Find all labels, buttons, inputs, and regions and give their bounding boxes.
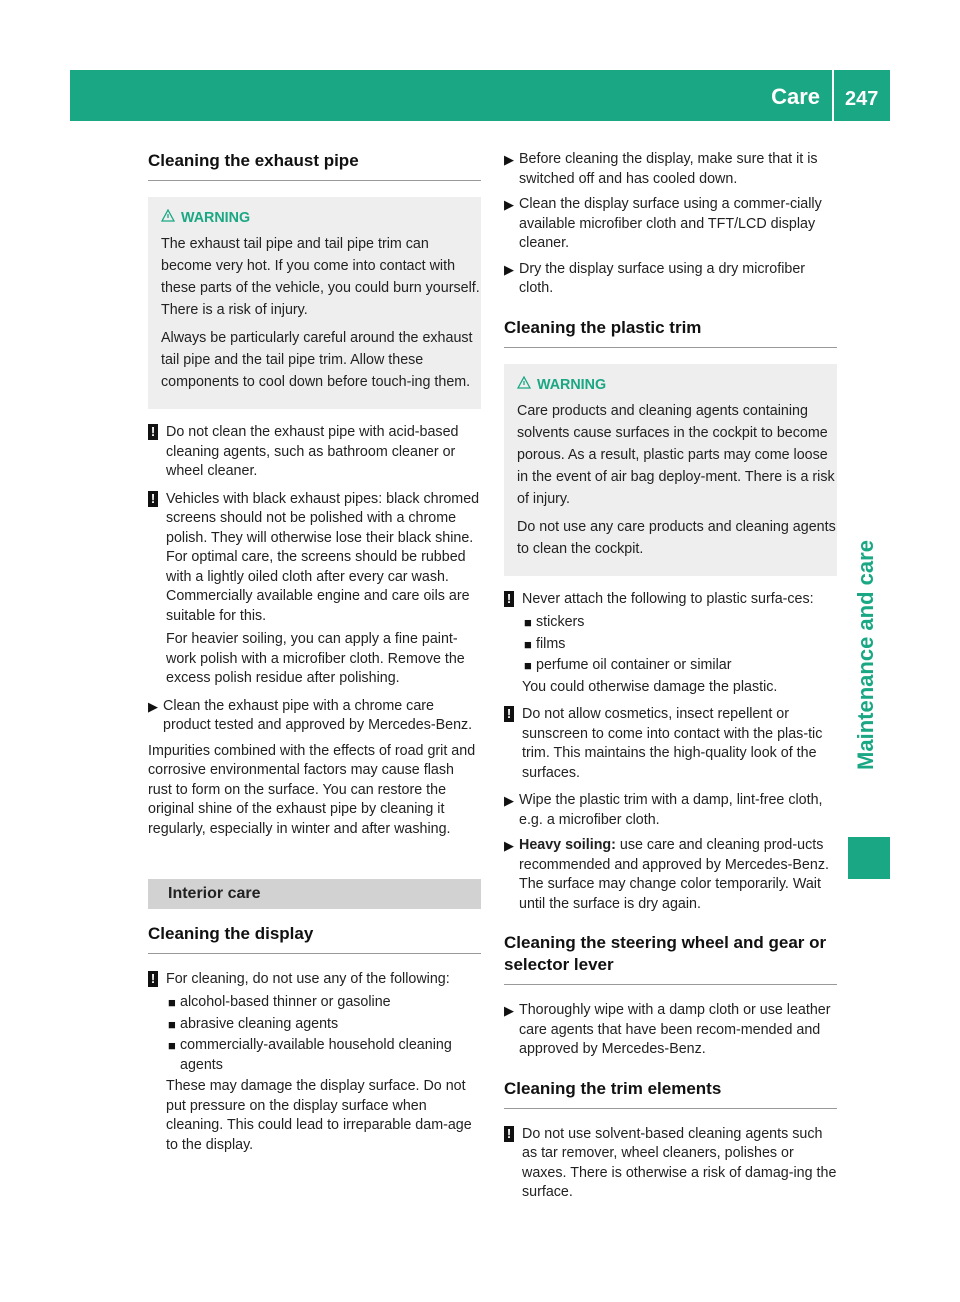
bullet-icon: ■ xyxy=(524,658,532,673)
side-chapter-label xyxy=(846,505,886,805)
instruction-step xyxy=(148,697,481,736)
exclamation-icon: ! xyxy=(504,1126,514,1142)
step-text: The surface may change color temporarily. Wait until the surface is dry again. xyxy=(519,876,821,912)
heading-trim-elements: Cleaning the trim elements xyxy=(504,1078,837,1109)
page-number: 247 xyxy=(845,88,879,110)
instruction-step xyxy=(504,195,837,254)
bullet-icon: ■ xyxy=(168,1016,176,1032)
list-item-text: perfume oil container or similar xyxy=(536,657,732,673)
warning-label: WARNING xyxy=(181,210,251,226)
list-item xyxy=(166,1036,481,1075)
note-text: For heavier soiling, you can apply a fine paint-work polish with a microfiber cloth. Remove the excess polish residue after polishing. xyxy=(166,631,465,686)
header-bar xyxy=(70,70,890,121)
warning-header xyxy=(517,374,837,396)
caution-note xyxy=(504,1125,837,1203)
exclamation-icon: ! xyxy=(504,706,514,722)
list-item xyxy=(166,1015,481,1035)
exclamation-icon: ! xyxy=(148,491,158,507)
warning-triangle-icon xyxy=(517,374,531,396)
body-paragraph: Impurities combined with the effects of road grit and corrosive environmental factors may cause flash rust to form on the surface. You can restore the original shine of the exhaust pipe by cleaning it regularly, especially in winter and after washing. xyxy=(148,742,476,837)
note-text: These may damage the display surface. Do not put pressure on the display surface when cleaning. This could lead to irreparable dam-age to the display. xyxy=(166,1078,472,1153)
right-column xyxy=(504,150,837,1211)
exclamation-icon: ! xyxy=(148,971,158,987)
step-arrow-icon: ▶ xyxy=(148,698,158,714)
step-text: Thoroughly wipe with a damp cloth or use leather care agents that have been recom-mended and approved by Mercedes-Benz. xyxy=(519,1002,831,1057)
bullet-icon: ■ xyxy=(524,636,532,652)
header-separator xyxy=(832,70,834,121)
instruction-step xyxy=(504,260,837,299)
step-arrow-icon: ▶ xyxy=(504,152,514,167)
caution-note xyxy=(504,705,837,783)
step-text: Clean the display surface using a commer-cially available microfiber cloth and TFT/LCD display cleaner. xyxy=(519,196,822,251)
step-arrow-icon: ▶ xyxy=(504,1003,514,1018)
header-title: Care xyxy=(771,84,820,109)
list-item-text: stickers xyxy=(536,614,585,630)
heading-plastic-trim: Cleaning the plastic trim xyxy=(504,317,837,348)
step-text: Before cleaning the display, make sure that it is switched off and has cooled down. xyxy=(519,151,818,187)
step-arrow-icon: ▶ xyxy=(504,261,514,277)
side-chapter-text: Maintenance and care xyxy=(853,540,878,770)
warning-text: Always be particularly careful around the exhaust tail pipe and the tail pipe trim. Allow these components to cool down before touch-ing them. xyxy=(161,330,473,390)
instruction-step xyxy=(504,150,837,189)
note-text: For cleaning, do not use any of the following: xyxy=(166,970,450,987)
step-bold-label: Heavy soiling: xyxy=(519,837,616,853)
caution-note xyxy=(148,970,481,1156)
list-item xyxy=(522,635,837,655)
warning-box xyxy=(148,197,481,409)
note-text: Do not clean the exhaust pipe with acid-based cleaning agents, such as bathroom cleaner or wheel cleaner. xyxy=(166,424,459,479)
warning-text: The exhaust tail pipe and tail pipe trim can become very hot. If you come into contact with these parts of the vehicle, you could burn yourself. There is a risk of injury. xyxy=(161,236,480,318)
step-text: Clean the exhaust pipe with a chrome care product tested and approved by Mercedes-Benz. xyxy=(163,697,473,733)
instruction-step xyxy=(504,1001,837,1060)
heading-cleaning-display: Cleaning the display xyxy=(148,923,481,954)
list-item-text: abrasive cleaning agents xyxy=(180,1015,339,1032)
heading-steering-wheel: Cleaning the steering wheel and gear or selector lever xyxy=(504,932,837,985)
note-text: Do not use solvent-based cleaning agents such as tar remover, wheel cleaners, polishes or waxes. There is otherwise a risk of damag-ing the surface. xyxy=(522,1125,837,1200)
caution-note xyxy=(148,490,481,689)
warning-text: Do not use any care products and cleaning agents to clean the cockpit. xyxy=(517,518,836,557)
list-item xyxy=(166,993,481,1013)
step-text: use care and cleaning prod-ucts recommended and approved by Mercedes-Benz. xyxy=(519,837,829,873)
list-item xyxy=(522,656,837,676)
left-column xyxy=(148,150,481,1163)
note-text: Never attach the following to plastic surfa-ces: xyxy=(522,590,814,607)
warning-text: Care products and cleaning agents containing solvents cause surfaces in the cockpit to become porous. As a result, plastic parts may come loose in the event of air bag deploy-ment. There is a risk of injury. xyxy=(517,402,835,507)
step-arrow-icon: ▶ xyxy=(504,197,514,212)
warning-triangle-icon xyxy=(161,207,175,229)
list-item-text: commercially-available household cleaning agents xyxy=(180,1037,452,1073)
bullet-icon: ■ xyxy=(168,995,176,1010)
exclamation-icon: ! xyxy=(148,424,158,440)
instruction-step xyxy=(504,791,837,830)
note-text: Do not allow cosmetics, insect repellent or sunscreen to come into contact with the plas-tic trim. This maintains the high-quality look of the surfaces. xyxy=(522,706,823,781)
section-title-interior-care: Interior care xyxy=(148,879,481,909)
list-item xyxy=(522,613,837,633)
step-arrow-icon: ▶ xyxy=(504,838,514,853)
instruction-step xyxy=(504,836,837,914)
warning-box xyxy=(504,364,837,576)
chapter-tab-marker xyxy=(848,837,890,879)
exclamation-icon: ! xyxy=(504,591,514,607)
caution-note xyxy=(504,590,837,698)
bullet-icon: ■ xyxy=(524,615,532,630)
caution-note xyxy=(148,423,481,482)
heading-exhaust-pipe: Cleaning the exhaust pipe xyxy=(148,150,481,181)
list-item-text: films xyxy=(536,635,566,652)
step-text: Wipe the plastic trim with a damp, lint-free cloth, e.g. a microfiber cloth. xyxy=(519,792,823,828)
step-text: Dry the display surface using a dry microfiber cloth. xyxy=(519,260,806,296)
list-item-text: alcohol-based thinner or gasoline xyxy=(180,994,391,1010)
note-text: You could otherwise damage the plastic. xyxy=(522,678,778,695)
step-arrow-icon: ▶ xyxy=(504,793,514,808)
warning-header xyxy=(161,207,481,229)
note-text: Vehicles with black exhaust pipes: black chromed screens should not be polished with a chrome polish. They will otherwise lose their black shine. For optimal care, the screens should be rubbed with a lightly oiled cloth after every car wash. Commercially available engine and care oils are suitable for this. xyxy=(166,490,480,624)
warning-label: WARNING xyxy=(537,376,607,393)
bullet-icon: ■ xyxy=(168,1038,176,1053)
